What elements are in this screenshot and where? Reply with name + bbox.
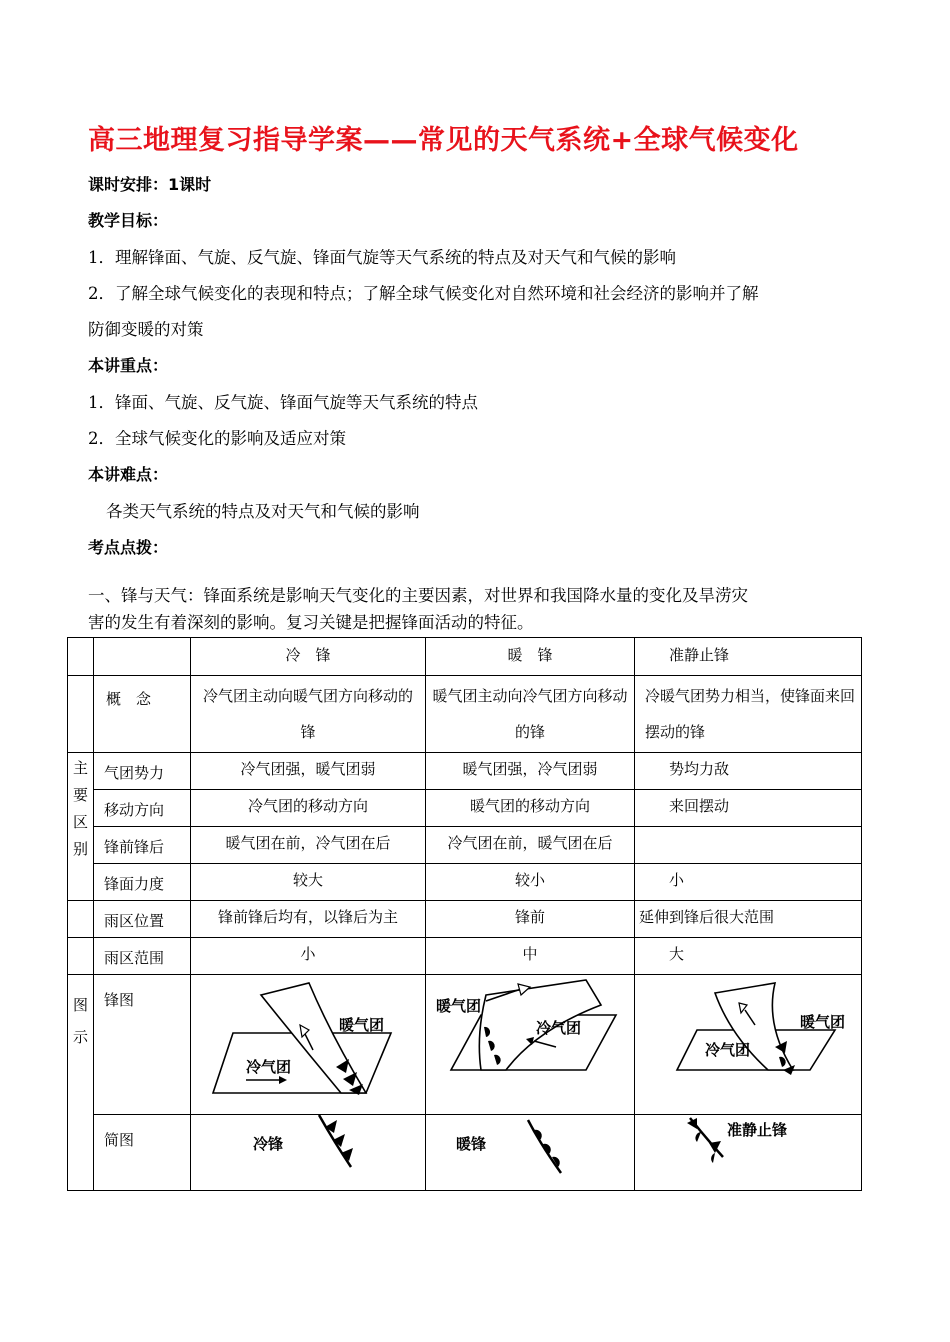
cell-stationary	[635, 827, 862, 864]
goals-heading: 教学目标：	[88, 211, 169, 230]
cell-concept-cold: 冷气团主动向暖气团方向移动的锋	[191, 676, 426, 753]
table-row-simple-diagram	[68, 1115, 862, 1191]
row-label: 雨区位置	[94, 901, 191, 938]
warm-air-label: 暖气团	[436, 997, 482, 1015]
cell-stationary: 势均力敌	[635, 753, 862, 790]
stationary-front-simple-diagram	[635, 1115, 862, 1191]
row-label: 雨区范围	[94, 938, 191, 975]
cell-warm: 锋前	[426, 901, 635, 938]
cell-concept-stationary: 冷暖气团势力相当，使锋面来回摆动的锋	[635, 676, 862, 753]
goal-2: 2．了解全球气候变化的表现和特点；了解全球气候变化对自然环境和社会经济的影响并了解	[88, 284, 759, 303]
cell-warm: 冷气团在前，暖气团在后	[426, 827, 635, 864]
stationary-front-diagram	[635, 975, 862, 1115]
table-row	[68, 790, 862, 827]
table-header-row	[68, 638, 862, 676]
cold-front-label: 冷锋	[253, 1135, 284, 1153]
row-label-front-diagram: 锋图	[94, 975, 191, 1115]
warm-front-simple-diagram	[426, 1115, 635, 1191]
intro-line-2: 害的发生有着深刻的影响。复习关键是把握锋面活动的特征。	[88, 613, 534, 632]
table-row	[68, 753, 862, 790]
key-point-2: 2．全球气候变化的影响及适应对策	[88, 429, 346, 448]
cell-cold: 锋前锋后均有，以锋后为主	[191, 901, 426, 938]
warm-front-diagram	[426, 975, 635, 1115]
cold-air-label: 冷气团	[536, 1019, 582, 1037]
goal-2-cont: 防御变暖的对策	[88, 320, 204, 339]
row-label-concept: 概 念	[94, 676, 191, 753]
cell-warm: 中	[426, 938, 635, 975]
key-point-1: 1．锋面、气旋、反气旋、锋面气旋等天气系统的特点	[88, 393, 478, 412]
header-cold-front: 冷 锋	[191, 638, 426, 676]
cell-warm: 暖气团强，冷气团弱	[426, 753, 635, 790]
cold-front-diagram	[191, 975, 426, 1115]
header-warm-front: 暖 锋	[426, 638, 635, 676]
cell-warm: 暖气团的移动方向	[426, 790, 635, 827]
stationary-front-label: 准静止锋	[727, 1121, 788, 1139]
cold-air-label: 冷气团	[246, 1058, 292, 1076]
page-title: 高三地理复习指导学案——常见的天气系统+全球气候变化	[88, 125, 799, 156]
intro-line-1: 一、锋与天气：锋面系统是影响天气变化的主要因素，对世界和我国降水量的变化及旱涝灾	[88, 586, 748, 605]
cell-stationary: 延伸到锋后很大范围	[635, 901, 862, 938]
table-row	[68, 827, 862, 864]
cell-cold: 冷气团强，暖气团弱	[191, 753, 426, 790]
cell-warm: 较小	[426, 864, 635, 901]
row-label: 移动方向	[94, 790, 191, 827]
cell-stationary: 大	[635, 938, 862, 975]
row-label: 锋前锋后	[94, 827, 191, 864]
warm-air-label: 暖气团	[800, 1013, 846, 1031]
cell-concept-warm: 暖气团主动向冷气团方向移动的锋	[426, 676, 635, 753]
cell-cold: 冷气团的移动方向	[191, 790, 426, 827]
table-row	[68, 864, 862, 901]
table-row	[68, 901, 862, 938]
row-label: 气团势力	[94, 753, 191, 790]
goal-1: 1．理解锋面、气旋、反气旋、锋面气旋等天气系统的特点及对天气和气候的影响	[88, 248, 676, 267]
warm-air-label: 暖气团	[339, 1016, 385, 1034]
front-comparison-table	[67, 637, 862, 1191]
row-label: 锋面力度	[94, 864, 191, 901]
difficulty-text: 各类天气系统的特点及对天气和气候的影响	[106, 502, 420, 521]
cell-cold: 暖气团在前，冷气团在后	[191, 827, 426, 864]
cell-stationary: 小	[635, 864, 862, 901]
difficulty-heading: 本讲难点：	[88, 465, 169, 484]
cell-cold: 小	[191, 938, 426, 975]
schedule: 课时安排：1课时	[88, 175, 212, 194]
row-label-simple-diagram: 简图	[94, 1115, 191, 1191]
cell-cold: 较大	[191, 864, 426, 901]
warm-front-label: 暖锋	[456, 1135, 487, 1153]
group-figure: 图示	[68, 975, 94, 1191]
table-row-concept	[68, 676, 862, 753]
header-stationary-front: 准静止锋	[635, 638, 862, 676]
group-main-differences: 主要区别	[68, 753, 94, 901]
cell-stationary: 来回摆动	[635, 790, 862, 827]
tips-heading: 考点点拨：	[88, 538, 169, 557]
key-heading: 本讲重点：	[88, 356, 169, 375]
cold-air-label: 冷气团	[705, 1041, 751, 1059]
table-row	[68, 938, 862, 975]
cold-front-simple-diagram	[191, 1115, 426, 1191]
table-row-front-diagram	[68, 975, 862, 1115]
